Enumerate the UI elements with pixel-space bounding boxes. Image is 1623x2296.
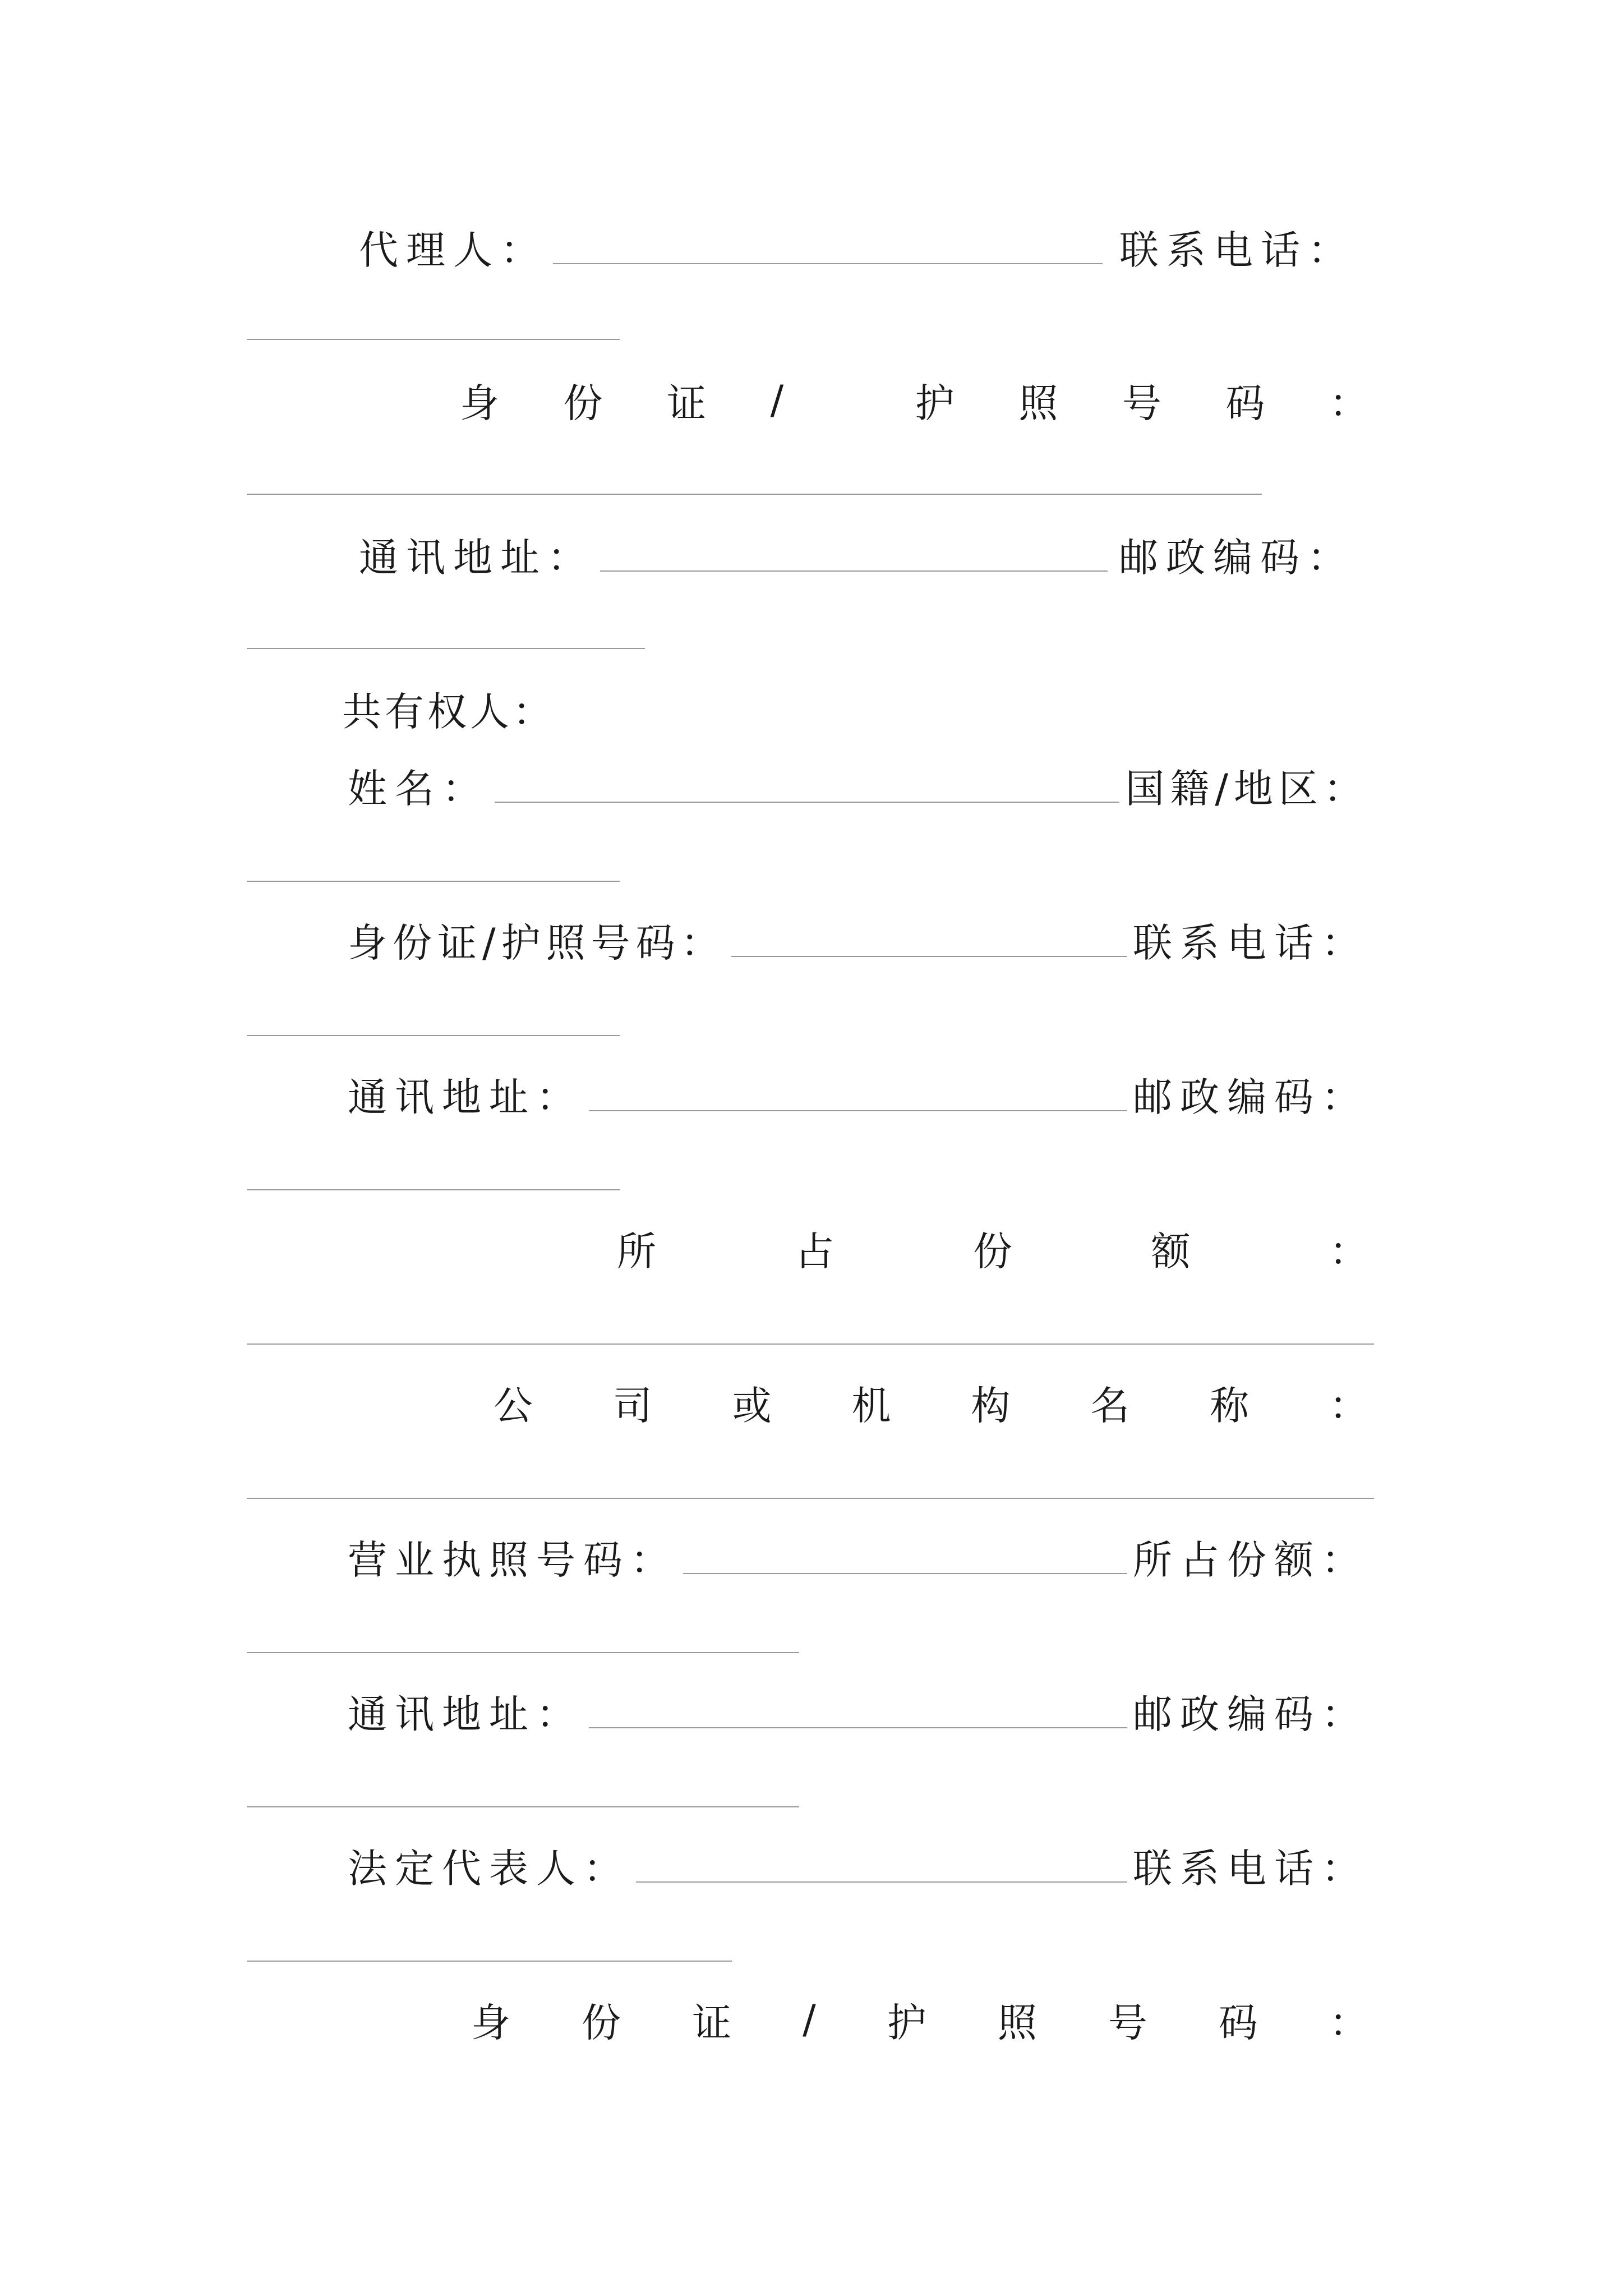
agent-postcode-label: 邮政编码： — [1119, 534, 1354, 581]
company-name-char: 公 — [494, 1382, 533, 1429]
company-license-blank[interactable] — [683, 1573, 1127, 1574]
company-id-char: 证 — [692, 1999, 732, 2046]
co-owner-share-blank[interactable] — [247, 1343, 1374, 1345]
agent-id-char: 号 — [1122, 380, 1161, 426]
company-id-char: ： — [1329, 1999, 1368, 2046]
co-owner-id-label: 身份证/护照号码： — [348, 919, 726, 966]
agent-id-char: 码 — [1225, 380, 1265, 426]
co-owner-heading: 共有权人： — [342, 688, 555, 735]
co-owner-share-char: 额 — [1151, 1228, 1191, 1274]
co-owner-share-char: 占 — [795, 1228, 834, 1274]
co-owner-name-blank[interactable] — [495, 802, 1119, 803]
agent-name-row — [247, 222, 1368, 272]
company-rep-blank[interactable] — [636, 1881, 1127, 1883]
company-id-label — [471, 1991, 1368, 2048]
agent-phone-label: 联系电话： — [1119, 227, 1355, 273]
agent-postcode-blank[interactable] — [247, 648, 645, 649]
agent-id-char: / — [770, 377, 784, 423]
company-name-char: 司 — [612, 1382, 652, 1429]
co-owner-phone-blank[interactable] — [247, 1035, 620, 1036]
company-phone-blank[interactable] — [247, 1961, 732, 1962]
agent-id-char: 证 — [667, 380, 707, 426]
company-license-row — [247, 1531, 1368, 1582]
company-address-label: 通讯地址： — [348, 1691, 583, 1737]
co-owner-postcode-label: 邮政编码： — [1133, 1074, 1368, 1120]
agent-id-char: ： — [1329, 380, 1368, 426]
co-owner-address-label: 通讯地址： — [348, 1074, 583, 1120]
company-id-row — [247, 1994, 1368, 2045]
company-name-char: 称 — [1210, 1382, 1249, 1429]
company-address-blank[interactable] — [589, 1727, 1127, 1728]
agent-name-blank[interactable] — [553, 263, 1103, 264]
co-owner-share-label — [617, 1220, 1368, 1277]
co-owner-share-char: ： — [1329, 1228, 1368, 1274]
company-address-row — [247, 1686, 1368, 1736]
company-name-char: 构 — [971, 1382, 1011, 1429]
company-share-blank[interactable] — [247, 1652, 799, 1653]
agent-id-char: 照 — [1018, 380, 1058, 426]
company-share-label: 所占份额： — [1133, 1536, 1368, 1583]
company-postcode-label: 邮政编码： — [1133, 1691, 1368, 1737]
company-name-label — [494, 1374, 1368, 1431]
co-owner-id-row — [247, 914, 1368, 965]
co-owner-name-label: 姓名： — [348, 765, 489, 812]
agent-id-row — [247, 375, 1368, 425]
agent-id-char: 份 — [563, 380, 603, 426]
agent-id-label — [460, 372, 1368, 429]
agent-address-label: 通讯地址： — [359, 534, 594, 581]
co-owner-nationality-blank[interactable] — [247, 881, 620, 882]
co-owner-share-row — [247, 1223, 1368, 1273]
company-id-char: 号 — [1108, 1999, 1147, 2046]
agent-id-char: 护 — [915, 380, 955, 426]
company-id-char: / — [803, 1996, 816, 2042]
co-owner-nationality-label: 国籍/地区： — [1125, 765, 1368, 812]
co-owner-share-char: 所 — [617, 1228, 656, 1274]
company-postcode-blank[interactable] — [247, 1806, 799, 1807]
agent-id-char: 身 — [460, 380, 499, 426]
agent-id-blank[interactable] — [247, 494, 1262, 495]
co-owner-phone-label: 联系电话： — [1133, 919, 1368, 966]
company-id-char: 身 — [471, 1999, 510, 2046]
company-license-label: 营业执照号码： — [348, 1536, 677, 1583]
company-name-char: 机 — [851, 1382, 891, 1429]
co-owner-share-char: 份 — [973, 1228, 1012, 1274]
agent-address-blank[interactable] — [600, 570, 1108, 572]
agent-phone-blank[interactable] — [247, 339, 620, 340]
company-name-blank[interactable] — [247, 1498, 1374, 1499]
co-owner-address-blank[interactable] — [589, 1110, 1127, 1111]
company-name-char: 名 — [1090, 1382, 1130, 1429]
co-owner-heading-row — [247, 683, 1368, 734]
company-name-char: ： — [1329, 1382, 1368, 1429]
company-id-char: 照 — [997, 1999, 1037, 2046]
company-phone-label: 联系电话： — [1133, 1845, 1368, 1892]
company-id-char: 护 — [887, 1999, 926, 2046]
co-owner-name-row — [247, 760, 1368, 811]
co-owner-id-blank[interactable] — [731, 956, 1127, 957]
co-owner-postcode-blank[interactable] — [247, 1189, 620, 1190]
agent-address-row — [247, 529, 1368, 579]
company-id-char: 码 — [1218, 1999, 1258, 2046]
company-name-char: 或 — [732, 1382, 772, 1429]
agent-name-label: 代理人： — [359, 227, 547, 273]
company-rep-label: 法定代表人： — [348, 1845, 630, 1892]
company-name-row — [247, 1377, 1368, 1428]
company-rep-row — [247, 1840, 1368, 1890]
co-owner-address-row — [247, 1069, 1368, 1119]
company-id-char: 份 — [582, 1999, 621, 2046]
